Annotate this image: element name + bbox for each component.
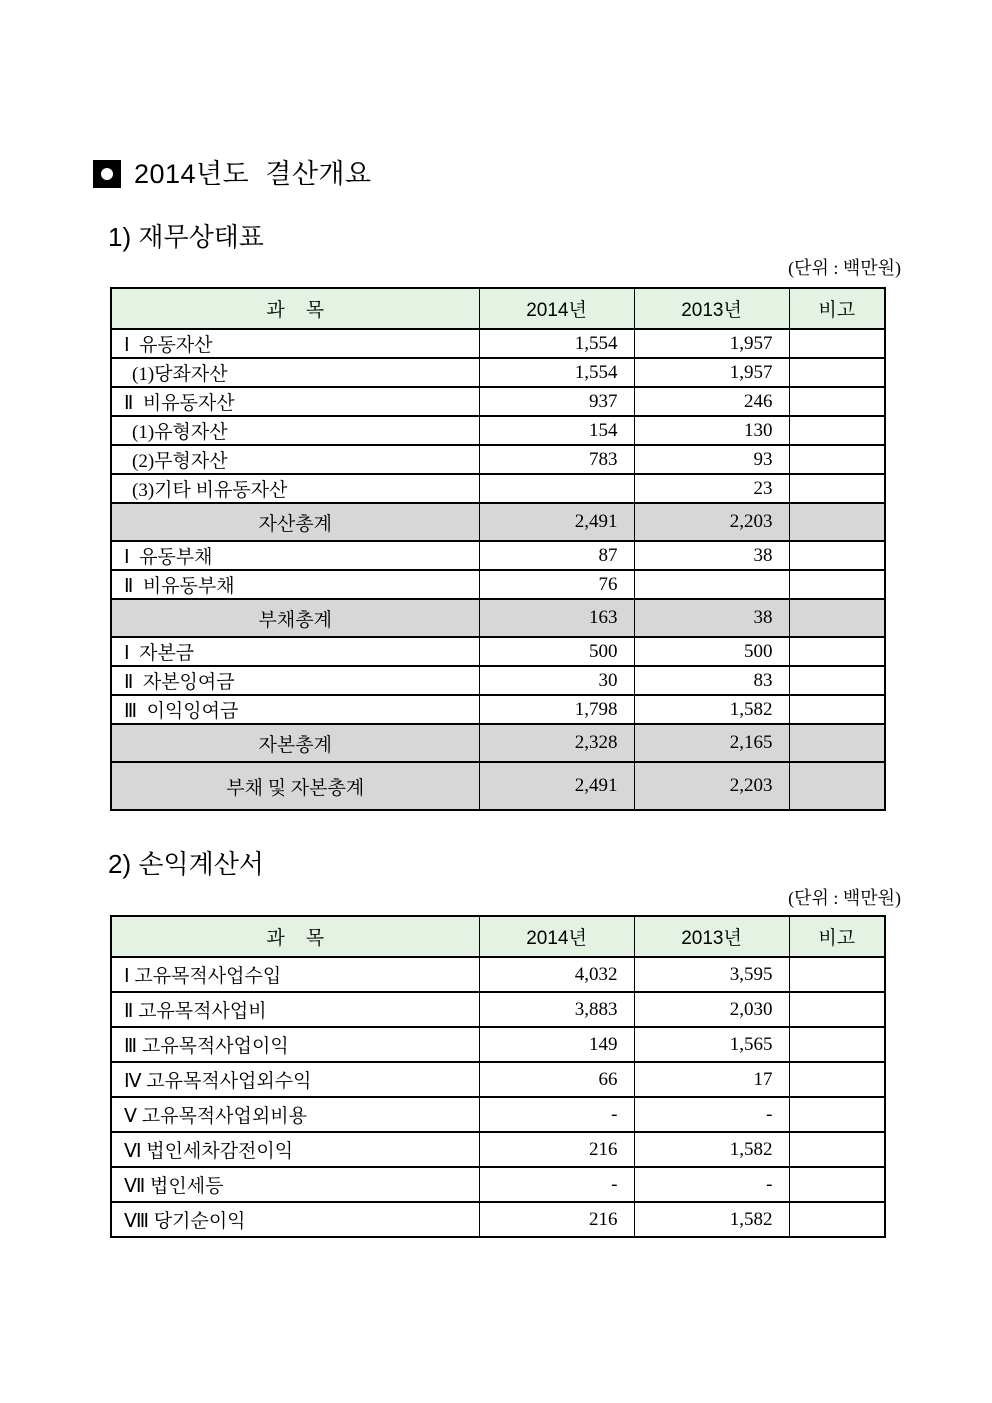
remarks-cell <box>789 1132 885 1167</box>
account-label-cell: Ⅱ 비유동부채 <box>111 570 479 599</box>
income-statement-table <box>110 915 886 1238</box>
remarks-cell <box>789 666 885 695</box>
account-label-cell: 부채총계 <box>111 599 479 637</box>
column-header: 2013년 <box>634 916 789 957</box>
table-row <box>111 1027 885 1062</box>
value-2014-cell: 3,883 <box>479 992 634 1027</box>
table-row <box>111 1097 885 1132</box>
value-2013-cell: 1,565 <box>634 1027 789 1062</box>
table-row <box>111 358 885 387</box>
account-label-cell: Ⅰ 고유목적사업수입 <box>111 957 479 992</box>
table-row <box>111 666 885 695</box>
value-2013-cell: 2,203 <box>634 762 789 810</box>
table-row <box>111 541 885 570</box>
value-2014-cell: 500 <box>479 637 634 666</box>
table-row <box>111 724 885 762</box>
remarks-cell <box>789 695 885 724</box>
account-label-cell: 자본총계 <box>111 724 479 762</box>
column-header: 2014년 <box>479 288 634 329</box>
table-row <box>111 1167 885 1202</box>
column-header: 과 목 <box>111 288 479 329</box>
table-row <box>111 387 885 416</box>
balance-sheet-table <box>110 287 886 811</box>
account-label-cell: 부채 및 자본총계 <box>111 762 479 810</box>
account-label-cell: (2)무형자산 <box>111 445 479 474</box>
remarks-cell <box>789 541 885 570</box>
section-heading-balance-sheet: 1) 재무상태표 <box>108 222 264 252</box>
value-2013-cell: - <box>634 1097 789 1132</box>
table-row <box>111 474 885 503</box>
account-label-cell: Ⅰ 유동자산 <box>111 329 479 358</box>
document-title-block <box>93 160 372 188</box>
remarks-cell <box>789 445 885 474</box>
value-2013-cell: 2,165 <box>634 724 789 762</box>
remarks-cell <box>789 1062 885 1097</box>
remarks-cell <box>789 1027 885 1062</box>
value-2013-cell: 23 <box>634 474 789 503</box>
value-2013-cell <box>634 570 789 599</box>
value-2014-cell: 30 <box>479 666 634 695</box>
value-2014-cell: 163 <box>479 599 634 637</box>
account-label-cell: Ⅲ 이익잉여금 <box>111 695 479 724</box>
table-row <box>111 416 885 445</box>
value-2014-cell: 4,032 <box>479 957 634 992</box>
remarks-cell <box>789 992 885 1027</box>
value-2014-cell: 1,554 <box>479 358 634 387</box>
unit-label-income-statement: (단위 : 백만원) <box>788 888 901 908</box>
remarks-cell <box>789 762 885 810</box>
remarks-cell <box>789 724 885 762</box>
table-row <box>111 329 885 358</box>
table-row <box>111 695 885 724</box>
value-2013-cell: 38 <box>634 599 789 637</box>
table-row <box>111 1062 885 1097</box>
document-title: 2014년도 결산개요 <box>134 159 372 189</box>
remarks-cell <box>789 387 885 416</box>
remarks-cell <box>789 570 885 599</box>
value-2013-cell: 1,582 <box>634 1202 789 1237</box>
column-header: 2014년 <box>479 916 634 957</box>
header-row <box>111 916 885 957</box>
value-2013-cell: 2,203 <box>634 503 789 541</box>
account-label-cell: 자산총계 <box>111 503 479 541</box>
value-2014-cell: 783 <box>479 445 634 474</box>
remarks-cell <box>789 358 885 387</box>
value-2013-cell: 38 <box>634 541 789 570</box>
table-row <box>111 445 885 474</box>
value-2013-cell: 1,957 <box>634 329 789 358</box>
remarks-cell <box>789 329 885 358</box>
value-2014-cell: 937 <box>479 387 634 416</box>
remarks-cell <box>789 957 885 992</box>
account-label-cell: Ⅴ 고유목적사업외비용 <box>111 1097 479 1132</box>
remarks-cell <box>789 503 885 541</box>
section-heading-income-statement: 2) 손익계산서 <box>108 849 264 879</box>
value-2013-cell: 1,582 <box>634 1132 789 1167</box>
remarks-cell <box>789 637 885 666</box>
value-2013-cell: 1,957 <box>634 358 789 387</box>
account-label-cell: Ⅳ 고유목적사업외수익 <box>111 1062 479 1097</box>
value-2013-cell: 17 <box>634 1062 789 1097</box>
table-row <box>111 992 885 1027</box>
table-row <box>111 637 885 666</box>
value-2014-cell <box>479 474 634 503</box>
account-label-cell: Ⅵ 법인세차감전이익 <box>111 1132 479 1167</box>
table-row <box>111 957 885 992</box>
table-row <box>111 599 885 637</box>
remarks-cell <box>789 1202 885 1237</box>
value-2013-cell: 2,030 <box>634 992 789 1027</box>
value-2014-cell: 154 <box>479 416 634 445</box>
account-label-cell: Ⅱ 고유목적사업비 <box>111 992 479 1027</box>
value-2013-cell: 246 <box>634 387 789 416</box>
value-2013-cell: 93 <box>634 445 789 474</box>
account-label-cell: Ⅰ 자본금 <box>111 637 479 666</box>
remarks-cell <box>789 1167 885 1202</box>
table-row <box>111 1132 885 1167</box>
value-2014-cell: 2,328 <box>479 724 634 762</box>
value-2014-cell: 1,554 <box>479 329 634 358</box>
square-bullet-icon <box>93 160 121 188</box>
account-label-cell: Ⅷ 당기순이익 <box>111 1202 479 1237</box>
value-2014-cell: 87 <box>479 541 634 570</box>
account-label-cell: Ⅱ 자본잉여금 <box>111 666 479 695</box>
table-row <box>111 1202 885 1237</box>
table-row <box>111 570 885 599</box>
table-row <box>111 503 885 541</box>
remarks-cell <box>789 416 885 445</box>
value-2013-cell: 500 <box>634 637 789 666</box>
account-label-cell: Ⅶ 법인세등 <box>111 1167 479 1202</box>
value-2013-cell: 130 <box>634 416 789 445</box>
value-2014-cell: 149 <box>479 1027 634 1062</box>
value-2014-cell: 216 <box>479 1202 634 1237</box>
value-2013-cell: 3,595 <box>634 957 789 992</box>
value-2014-cell: 2,491 <box>479 503 634 541</box>
value-2013-cell: 1,582 <box>634 695 789 724</box>
value-2013-cell: 83 <box>634 666 789 695</box>
value-2014-cell: 76 <box>479 570 634 599</box>
column-header: 2013년 <box>634 288 789 329</box>
account-label-cell: (1)유형자산 <box>111 416 479 445</box>
table-row <box>111 762 885 810</box>
value-2013-cell: - <box>634 1167 789 1202</box>
account-label-cell: Ⅲ 고유목적사업이익 <box>111 1027 479 1062</box>
value-2014-cell: 2,491 <box>479 762 634 810</box>
column-header: 과 목 <box>111 916 479 957</box>
value-2014-cell: - <box>479 1097 634 1132</box>
account-label-cell: Ⅱ 비유동자산 <box>111 387 479 416</box>
remarks-cell <box>789 1097 885 1132</box>
header-row <box>111 288 885 329</box>
account-label-cell: Ⅰ 유동부채 <box>111 541 479 570</box>
value-2014-cell: 1,798 <box>479 695 634 724</box>
remarks-cell <box>789 599 885 637</box>
account-label-cell: (1)당좌자산 <box>111 358 479 387</box>
column-header: 비고 <box>789 288 885 329</box>
account-label-cell: (3)기타 비유동자산 <box>111 474 479 503</box>
column-header: 비고 <box>789 916 885 957</box>
value-2014-cell: 216 <box>479 1132 634 1167</box>
unit-label-balance-sheet: (단위 : 백만원) <box>788 258 901 278</box>
value-2014-cell: 66 <box>479 1062 634 1097</box>
remarks-cell <box>789 474 885 503</box>
value-2014-cell: - <box>479 1167 634 1202</box>
